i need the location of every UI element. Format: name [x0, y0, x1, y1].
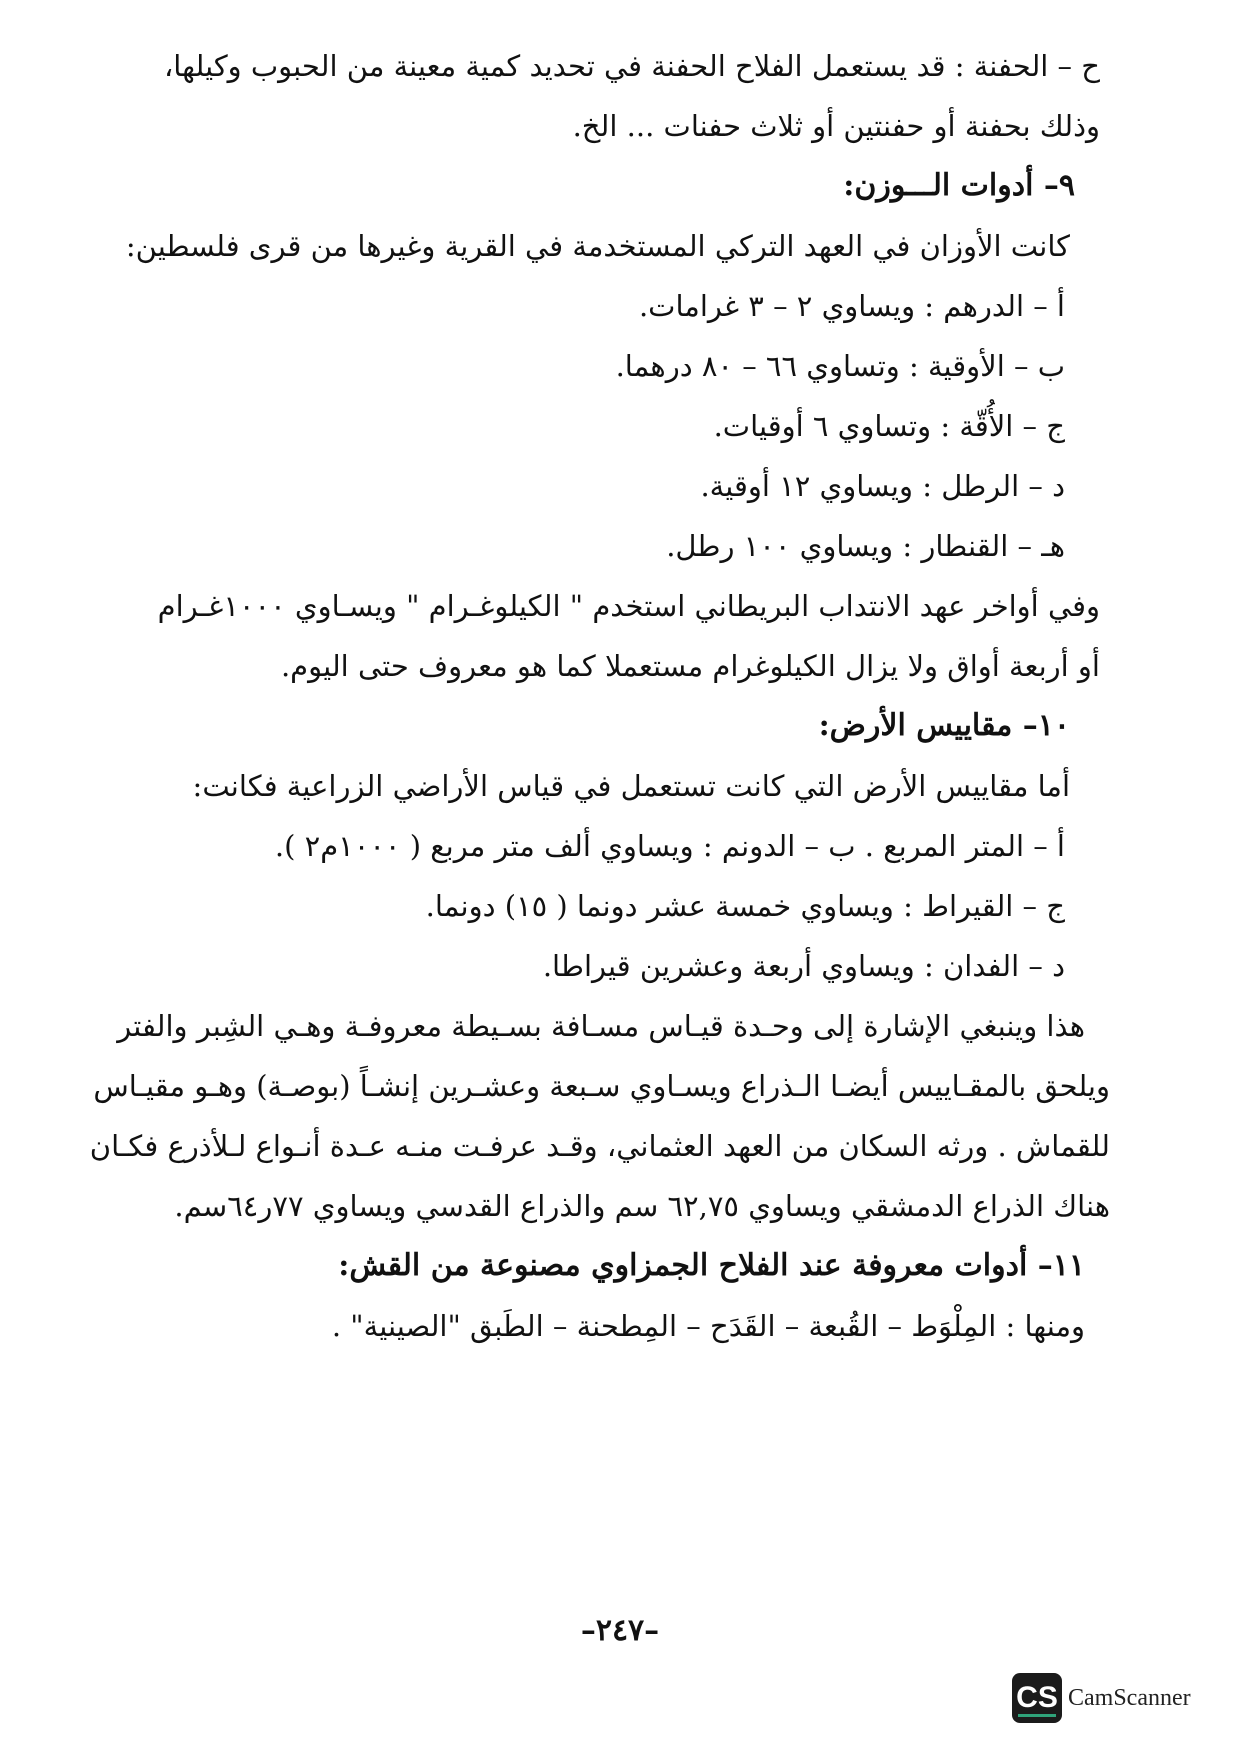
text-line-2: وذلك بحفنة أو حفنتين أو ثلاث حفنات ... الخ.	[572, 109, 1100, 143]
section-heading-straw-tools: ١١– أدوات معروفة عند الفلاح الجمزاوي مصنوعة من القش:	[338, 1248, 1085, 1283]
text-line-19: للقماش . ورثه السكان من العهد العثماني، وقـد عرفـت منـه عـدة أنـواع لـلأذرع فكـان	[89, 1129, 1110, 1163]
camscanner-logo-icon: CS	[1012, 1673, 1062, 1723]
list-item-dirham: أ – الدرهم : ويساوي ٢ – ٣ غرامات.	[638, 289, 1065, 323]
list-item-ratl: د – الرطل : ويساوي ١٢ أوقية.	[700, 469, 1065, 503]
page-number: –٢٤٧–	[580, 1613, 660, 1648]
list-item-oqqa: ج – الأُقّة : وتساوي ٦ أوقيات.	[713, 409, 1065, 443]
list-item-qirat: ج – القيراط : ويساوي خمسة عشر دونما ( ١٥) دونما.	[425, 889, 1065, 923]
camscanner-text: CamScanner	[1068, 1684, 1191, 1711]
section-heading-land: ١٠– مقاييس الأرض:	[818, 708, 1070, 743]
camscanner-watermark	[1012, 1668, 1212, 1728]
text-line-22: ومنها : المِلْوَط – القُبعة – القَدَح – المِطحنة – الطَبق "الصينية" .	[331, 1309, 1085, 1343]
text-line-1: ح – الحفنة : قد يستعمل الفلاح الحفنة في تحديد كمية معينة من الحبوب وكيلها،	[163, 49, 1100, 83]
text-line-13: أما مقاييس الأرض التي كانت تستعمل في قياس الأراضي الزراعية فكانت:	[192, 769, 1070, 803]
text-line-20: هناك الذراع الدمشقي ويساوي ٦٢,٧٥ سم والذراع القدسي ويساوي ٧٧ر٦٤سم.	[174, 1189, 1110, 1223]
text-line-18: ويلحق بالمقـاييس أيضـا الـذراع ويسـاوي سـبعة وعشـرين إنشـاً (بوصـة) وهـو مقيـاس	[93, 1069, 1110, 1103]
list-item-ounce: ب – الأوقية : وتساوي ٦٦ – ٨٠ درهما.	[615, 349, 1065, 383]
text-line-11: أو أربعة أواق ولا يزال الكيلوغرام مستعملا كما هو معروف حتى اليوم.	[280, 649, 1100, 683]
section-heading-weights: ٩– أدوات الـــوزن:	[843, 168, 1075, 203]
text-line-17: هذا وينبغي الإشارة إلى وحـدة قيـاس مسـافة بسـيطة معروفـة وهـي الشِبر والفتر	[117, 1009, 1085, 1043]
text-line-4: كانت الأوزان في العهد التركي المستخدمة في القرية وغيرها من قرى فلسطين:	[125, 229, 1070, 263]
text-line-10: وفي أواخر عهد الانتداب البريطاني استخدم " الكيلوغـرام " ويسـاوي ١٠٠٠غـرام	[157, 589, 1100, 623]
list-item-qintar: هـ – القنطار : ويساوي ١٠٠ رطل.	[666, 529, 1065, 563]
list-item-square-meter: أ – المتر المربع . ب – الدونم : ويساوي ألف متر مربع ( ١٠٠٠م٢ ).	[274, 829, 1065, 863]
list-item-faddan: د – الفدان : ويساوي أربعة وعشرين قيراطا.	[542, 949, 1065, 983]
